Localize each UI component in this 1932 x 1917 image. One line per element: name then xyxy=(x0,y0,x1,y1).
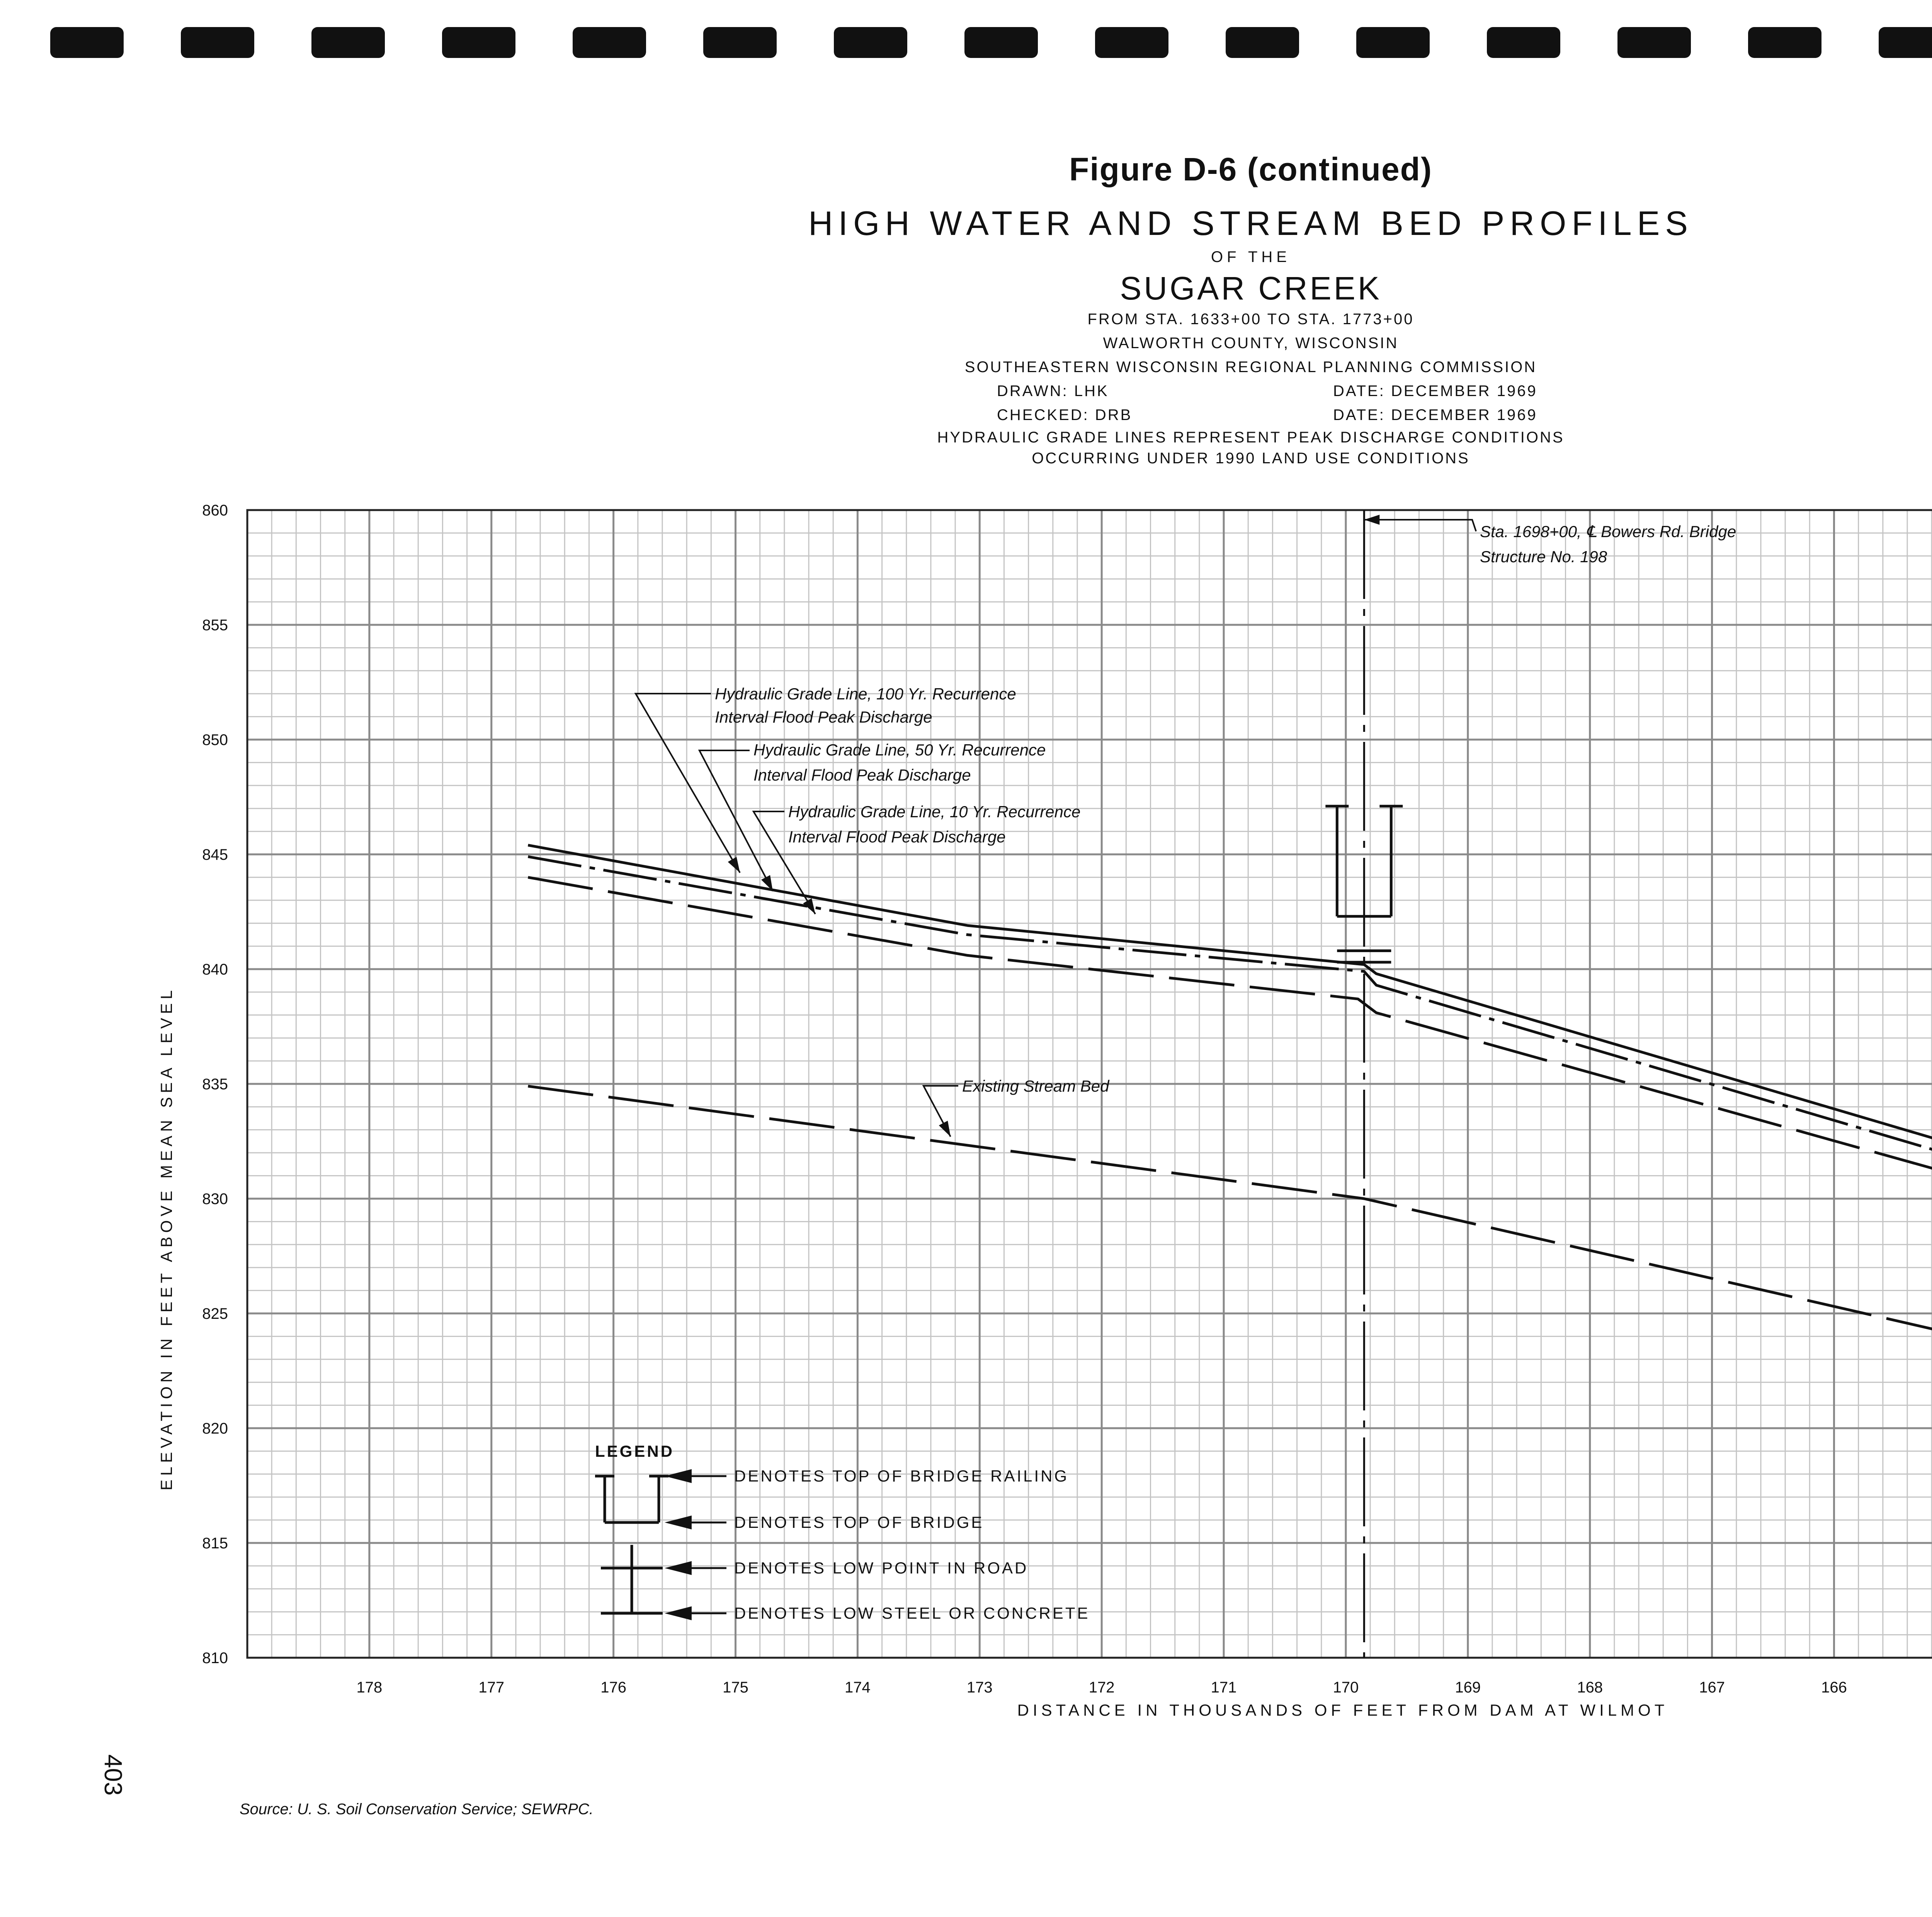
y-tick-label: 835 xyxy=(202,1076,228,1093)
figure-number: Figure D-6 (continued) xyxy=(1069,151,1432,187)
hgl100-annotation-line-2: Interval Flood Peak Discharge xyxy=(715,708,932,726)
hgl10-annotation-line-2: Interval Flood Peak Discharge xyxy=(788,828,1006,846)
hgl10-annotation-line-1: Hydraulic Grade Line, 10 Yr. Recurrence xyxy=(788,803,1081,821)
x-tick-label: 166 xyxy=(1821,1679,1847,1696)
stream-bed-leader xyxy=(923,1086,958,1137)
commission: SOUTHEASTERN WISCONSIN REGIONAL PLANNING COMMISSION xyxy=(964,359,1537,376)
header-note-2: OCCURRING UNDER 1990 LAND USE CONDITIONS xyxy=(1032,450,1470,467)
series-line-1 xyxy=(528,857,1932,1203)
y-tick-label: 850 xyxy=(202,731,228,748)
annotations xyxy=(636,515,1736,1137)
county: WALWORTH COUNTY, WISCONSIN xyxy=(1103,335,1399,352)
x-tick-labels xyxy=(357,1679,1932,1696)
x-tick-label: 172 xyxy=(1088,1679,1115,1696)
series-line-2 xyxy=(528,877,1932,1219)
x-tick-label: 169 xyxy=(1455,1679,1481,1696)
station-range: FROM STA. 1633+00 TO STA. 1773+00 xyxy=(1087,311,1414,328)
x-tick-label: 171 xyxy=(1211,1679,1237,1696)
y-tick-label: 825 xyxy=(202,1305,228,1322)
legend-arrowhead-3 xyxy=(665,1606,692,1620)
legend-symbols xyxy=(595,1469,726,1620)
source-note: Source: U. S. Soil Conservation Service; SEWRPC. xyxy=(240,1801,594,1818)
x-tick-label: 168 xyxy=(1577,1679,1603,1696)
page-number: 403 xyxy=(99,1754,127,1796)
hgl100-annotation-line-1: Hydraulic Grade Line, 100 Yr. Recurrence xyxy=(715,685,1016,703)
y-axis-label-left: ELEVATION IN FEET ABOVE MEAN SEA LEVEL xyxy=(157,986,175,1491)
y-tick-label: 840 xyxy=(202,961,228,978)
profile-series xyxy=(528,845,1932,1371)
y-tick-label: 830 xyxy=(202,1191,228,1208)
annotation-leader-lines xyxy=(636,515,1476,1137)
legend xyxy=(595,1442,1090,1622)
checked-date: DATE: DECEMBER 1969 xyxy=(1333,407,1537,424)
series-line-3 xyxy=(528,1086,1932,1371)
creek-name: SUGAR CREEK xyxy=(1120,270,1382,306)
x-tick-label: 174 xyxy=(845,1679,871,1696)
legend-item-bridge-top: DENOTES TOP OF BRIDGE xyxy=(734,1513,984,1531)
legend-item-low-road: DENOTES LOW POINT IN ROAD xyxy=(734,1559,1029,1577)
bridge-leader-arrow xyxy=(1364,515,1379,525)
legend-arrowhead-2 xyxy=(665,1561,692,1575)
hgl50-annotation-line-1: Hydraulic Grade Line, 50 Yr. Recurrence xyxy=(753,741,1046,759)
x-tick-label: 170 xyxy=(1333,1679,1359,1696)
drawn-by: DRAWN: LHK xyxy=(997,383,1109,400)
legend-title: LEGEND xyxy=(595,1442,675,1460)
y-tick-label: 855 xyxy=(202,617,228,634)
hgl50-annotation-line-2: Interval Flood Peak Discharge xyxy=(753,766,971,784)
drawn-date: DATE: DECEMBER 1969 xyxy=(1333,383,1537,400)
x-tick-label: 177 xyxy=(478,1679,505,1696)
y-tick-label: 860 xyxy=(202,502,228,519)
stream-bed-annotation: Existing Stream Bed xyxy=(962,1077,1109,1095)
x-tick-label: 176 xyxy=(600,1679,627,1696)
bridge-annotation-line-2: Structure No. 198 xyxy=(1480,548,1607,566)
bridge-annotation-line-1: Sta. 1698+00, ℄ Bowers Rd. Bridge xyxy=(1480,522,1736,541)
y-tick-label: 820 xyxy=(202,1420,228,1437)
x-tick-label: 175 xyxy=(723,1679,748,1696)
legend-arrowhead-1 xyxy=(665,1516,692,1529)
x-tick-label: 178 xyxy=(356,1679,383,1696)
legend-arrowhead-0 xyxy=(665,1469,692,1483)
series-line-0 xyxy=(528,845,1932,1192)
checked-by: CHECKED: DRB xyxy=(997,407,1133,424)
chart-title: HIGH WATER AND STREAM BED PROFILES xyxy=(808,204,1693,242)
header-note-1: HYDRAULIC GRADE LINES REPRESENT PEAK DISCHARGE CONDITIONS xyxy=(937,429,1565,446)
y-tick-labels-left xyxy=(202,502,228,1667)
hgl100-leader-arrow xyxy=(728,857,740,873)
title-of-the: OF THE xyxy=(1211,248,1291,265)
x-axis-label: DISTANCE IN THOUSANDS OF FEET FROM DAM AT WILMOT xyxy=(1017,1701,1668,1719)
x-tick-label: 167 xyxy=(1699,1679,1725,1696)
x-tick-label: 173 xyxy=(966,1679,993,1696)
stream-bed-leader-arrow xyxy=(939,1121,951,1136)
bridge-leader xyxy=(1364,520,1476,531)
y-tick-label: 845 xyxy=(202,846,228,863)
y-tick-label: 810 xyxy=(202,1650,228,1667)
y-tick-label: 815 xyxy=(202,1535,228,1552)
legend-item-low-steel: DENOTES LOW STEEL OR CONCRETE xyxy=(734,1604,1090,1622)
legend-item-railing: DENOTES TOP OF BRIDGE RAILING xyxy=(734,1467,1069,1485)
